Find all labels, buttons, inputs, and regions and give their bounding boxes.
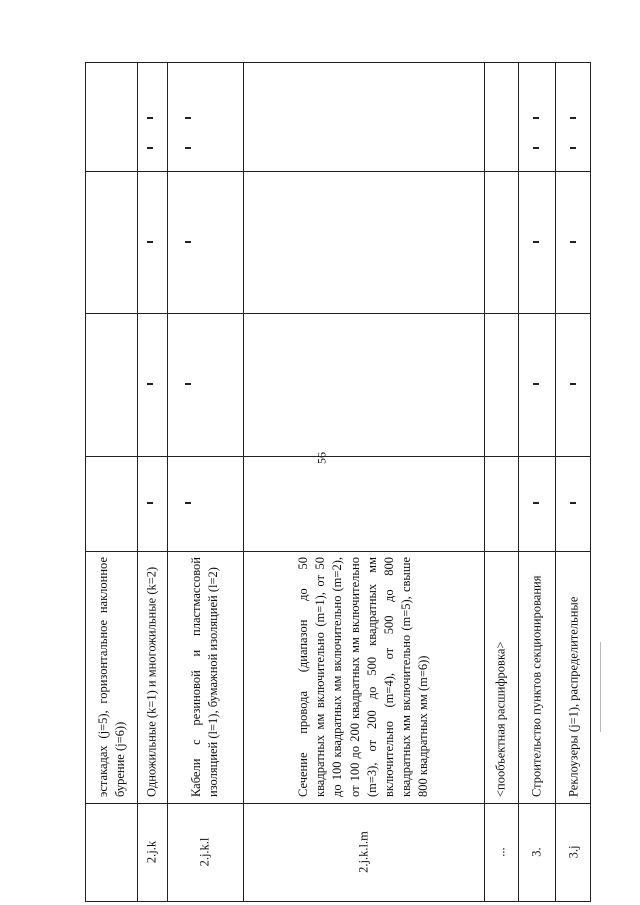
table-row: [243, 551, 484, 803]
value-dash: [533, 502, 539, 504]
value-dash: [147, 383, 153, 385]
table-row: [484, 551, 518, 803]
data-table: [85, 62, 591, 902]
row-description: Сечение провода (диапазон до 50 квадратных мм включительно (m=1), от 50 до 100 квадратных мм включительно (m=2), от 100 до 200 квадратных мм включительно (m=3), от 200 до 500 квадратных мм включительно (m=4), от 500 до 800 квадратных мм включительно (m=5), свыше 800 квадратных мм (m=6)): [295, 557, 431, 797]
table-divider: [86, 313, 590, 314]
value-dash: [570, 117, 576, 119]
row-description: Строительство пунктов секционирования: [528, 575, 543, 797]
row-number: 2.j.k.l.m: [356, 831, 370, 873]
value-dash: [147, 241, 153, 243]
row-number: 2.j.k: [144, 840, 159, 864]
value-dash: [533, 147, 539, 149]
value-dash: [533, 241, 539, 243]
row-number: 3.j: [566, 845, 580, 859]
value-dash: [185, 502, 191, 504]
table-divider: [86, 171, 590, 172]
row-number-cell: [137, 803, 167, 901]
value-dash: [185, 241, 191, 243]
row-description: эстакадах (j=5), горизонтальное наклонное бурение (j=6)): [95, 557, 127, 797]
row-number-cell: [86, 803, 137, 901]
table-row: [555, 551, 592, 803]
row-number: ...: [493, 847, 508, 857]
row-number-cell: [243, 803, 484, 901]
value-dash: [147, 502, 153, 504]
value-dash: [147, 117, 153, 119]
row-number: 2.j.k.l: [197, 837, 212, 867]
value-dash: [185, 383, 191, 385]
row-number-cell: [167, 803, 243, 901]
value-dash: [533, 117, 539, 119]
table-row: [518, 551, 555, 803]
row-number-cell: [484, 803, 518, 901]
value-dash: [185, 147, 191, 149]
row-number: 3.: [529, 847, 543, 857]
row-number-cell: [518, 803, 555, 901]
value-dash: [147, 147, 153, 149]
table-row: [86, 551, 137, 803]
value-dash: [570, 502, 576, 504]
page-number: 56: [314, 452, 329, 464]
table-row: [167, 551, 243, 803]
value-dash: [570, 383, 576, 385]
value-dash: [185, 117, 191, 119]
row-number-cell: [555, 803, 592, 901]
value-dash: [570, 147, 576, 149]
row-description: Одножильные (k=1) и многожильные (k=2): [144, 566, 159, 797]
scan-artifact-line: [600, 642, 601, 732]
table-row: [137, 551, 167, 803]
row-description: <пообъектная расшифровка>: [493, 641, 508, 797]
row-description: Кабели с резиновой и пластмассовой изоляцией (l=1), бумажной изоляцией (l=2): [188, 557, 220, 797]
value-dash: [533, 383, 539, 385]
table-divider: [86, 456, 590, 457]
row-description: Реклоузеры (j=1), распределительные: [565, 596, 580, 797]
value-dash: [570, 241, 576, 243]
